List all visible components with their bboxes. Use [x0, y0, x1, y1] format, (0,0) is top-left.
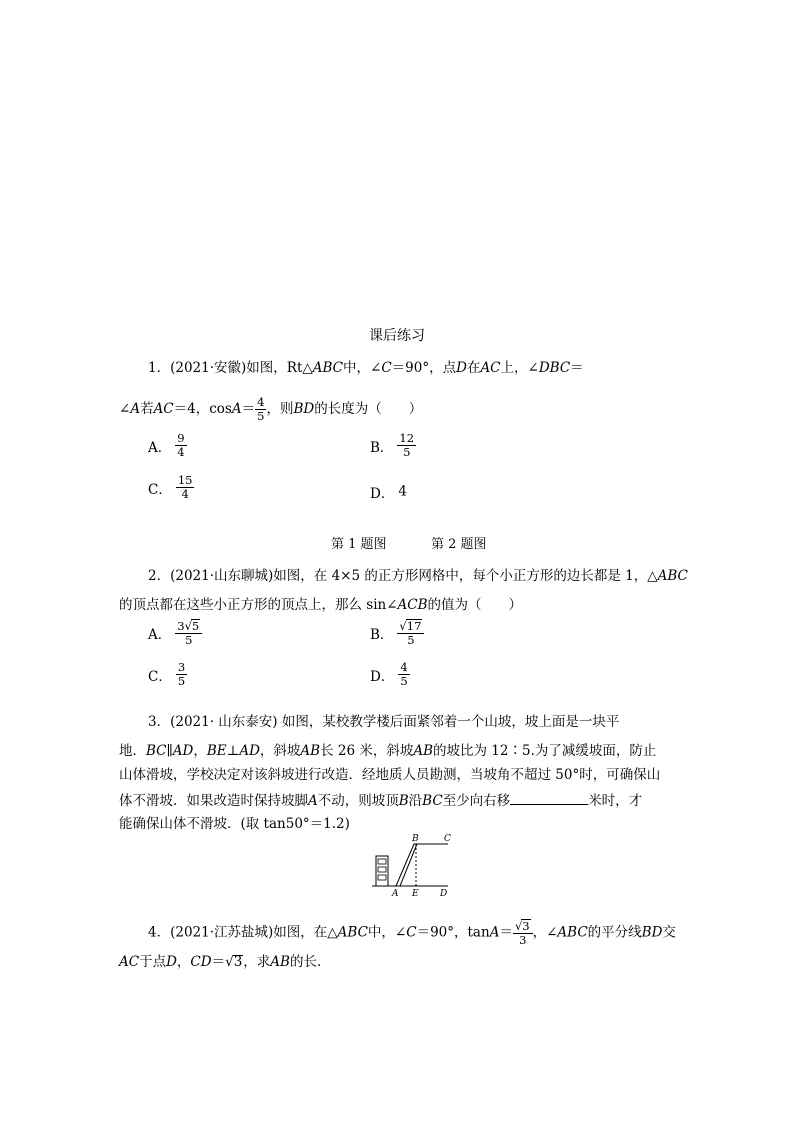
fraction-denominator: 4	[181, 487, 189, 501]
coefficient: 3	[177, 619, 185, 633]
var: ABC	[337, 924, 368, 941]
fraction	[398, 661, 409, 688]
text: 在	[466, 360, 481, 376]
q2-option-b[interactable]	[370, 619, 424, 647]
option-label: C．	[148, 481, 172, 498]
text: ＝	[241, 401, 256, 417]
text: ＝90°，tan	[416, 924, 490, 941]
point-label-a: A	[392, 889, 399, 899]
text: 如图，在 4×5 的正方形网格中，每个小正方形的边长都是 1，△	[273, 568, 658, 584]
text: 若	[140, 401, 154, 417]
fraction	[175, 432, 186, 459]
figure-2-caption: 第 2 题图	[431, 537, 487, 552]
var: D	[456, 360, 467, 376]
option-label: A．	[148, 627, 172, 643]
fraction-denominator: 5	[403, 445, 411, 459]
text: ，斜坡	[259, 743, 301, 759]
var: C	[381, 360, 392, 376]
fraction-numerator: 12	[399, 431, 415, 445]
question-3-line-2	[119, 741, 656, 761]
fraction	[255, 396, 266, 423]
point-label-c: C	[444, 834, 451, 844]
text: ，则	[266, 401, 294, 417]
var: BD	[293, 401, 315, 417]
text: 如图，Rt△	[246, 360, 313, 376]
radicand: 3	[233, 954, 243, 970]
text: 中，∠	[367, 924, 407, 941]
q2-option-a[interactable]	[148, 619, 202, 647]
var: ABC	[657, 568, 688, 584]
section-title: 课后练习	[369, 328, 425, 344]
fraction-numerator	[397, 619, 424, 634]
building-window	[378, 875, 386, 880]
var: CD	[190, 954, 212, 970]
radicand: 17	[406, 619, 422, 633]
var: A	[489, 924, 500, 941]
text: ，	[176, 954, 191, 970]
question-3-figure	[370, 830, 460, 900]
text: ，求	[243, 954, 271, 970]
question-4-line-1	[148, 919, 676, 947]
text: 沿	[408, 793, 423, 809]
var: AB	[300, 743, 321, 759]
option-label: C．	[148, 668, 172, 685]
text: 的顶点都在这些小正方形的顶点上，那么 sin∠	[119, 597, 398, 613]
slope-line	[396, 844, 414, 886]
building-window	[378, 867, 386, 872]
var: C	[406, 924, 417, 941]
sqrt-sign: √17	[399, 619, 422, 633]
fraction	[513, 919, 533, 947]
fraction	[176, 474, 195, 501]
text: ＝90°，点	[391, 360, 457, 376]
question-source: (2021·江苏盐城)	[170, 924, 274, 941]
text: 的长度为（ ）	[314, 401, 423, 417]
question-2-line-2	[119, 595, 522, 615]
option-label: B．	[370, 439, 394, 456]
point-label-b: B	[412, 834, 419, 844]
var: D	[166, 954, 177, 970]
var: A	[308, 793, 318, 809]
figure-1-caption: 第 1 题图	[331, 537, 387, 552]
option-label: D．	[370, 486, 395, 502]
fraction	[175, 619, 202, 647]
text: 的坡比为 12∶5.为了减缓坡面，防止	[433, 743, 657, 759]
question-3-line-1: 3．(2021· 山东泰安) 如图，某校教学楼后面紧邻着一个山坡，坡上面是一块平	[148, 714, 620, 730]
question-3-line-3: 山体滑坡，学校决定对该斜坡进行改造．经地质人员勘测，当坡角不超过 50°时，可确保山	[119, 767, 661, 783]
option-label: B．	[370, 627, 394, 643]
var: AB	[270, 954, 290, 970]
point-label-e: E	[412, 889, 419, 899]
var: AC	[480, 360, 501, 376]
question-3-line-4	[119, 790, 642, 811]
var: B	[398, 793, 409, 809]
var: ABC	[557, 924, 588, 941]
question-3-line-5: 能确保山体不滑坡．(取 tan50°＝1.2)	[119, 816, 350, 832]
fraction-denominator: 5	[257, 409, 265, 423]
fraction-denominator: 5	[177, 674, 186, 688]
text: ，	[193, 743, 207, 759]
var: AC	[119, 954, 140, 970]
text: ∠	[119, 401, 131, 417]
q1-option-d[interactable]	[370, 482, 407, 502]
var: AD	[172, 743, 194, 759]
question-2-line-1	[148, 566, 688, 586]
text: 地．	[119, 743, 146, 759]
fraction-numerator: 9	[177, 431, 185, 445]
q1-option-b[interactable]	[370, 432, 416, 459]
answer-blank[interactable]	[510, 790, 588, 805]
fraction	[397, 432, 416, 459]
q2-option-d[interactable]	[370, 661, 410, 688]
fraction-numerator: 4	[257, 395, 265, 409]
text: ＝4，cos	[173, 401, 232, 417]
text: ，∠	[532, 924, 558, 941]
var: BD	[641, 924, 663, 941]
fraction-numerator: 3	[177, 660, 186, 674]
text: 不动，则坡顶	[317, 793, 399, 809]
point-label-d: D	[440, 889, 448, 899]
var: ABC	[312, 360, 344, 376]
text: 体不滑坡．如果改造时保持坡脚	[119, 793, 308, 809]
text: 的平分线	[587, 924, 642, 941]
fraction-denominator: 4	[177, 445, 185, 459]
text: 的长．	[289, 954, 331, 970]
radicand: 3	[522, 919, 530, 933]
option-label: A．	[148, 439, 172, 456]
fraction	[176, 661, 187, 688]
radicand: 5	[191, 619, 200, 633]
fraction-numerator	[175, 619, 202, 634]
fraction-denominator: 5	[400, 674, 408, 688]
sqrt-sign: √3	[225, 954, 243, 970]
text: 交	[662, 924, 676, 941]
fraction-numerator: 15	[177, 473, 193, 487]
building-window	[378, 859, 386, 864]
fraction-numerator: 4	[400, 660, 408, 674]
fraction-denominator: 3	[519, 933, 527, 947]
sqrt-sign: √3	[514, 919, 530, 933]
slope-line	[400, 844, 417, 886]
text: 中，∠	[343, 360, 382, 376]
fraction	[397, 619, 424, 647]
text: ＝	[570, 360, 584, 376]
text: ∥	[166, 743, 173, 759]
var: BE	[206, 743, 227, 759]
text: 于点	[139, 954, 167, 970]
fraction-denominator: 5	[185, 633, 193, 647]
question-1-line-2	[119, 396, 422, 423]
option-value: 4	[398, 483, 407, 500]
var: BC	[422, 793, 443, 809]
text: 如图，在△	[273, 924, 338, 941]
text: ＝	[211, 954, 226, 970]
q1-option-c[interactable]	[148, 474, 194, 501]
question-number: 4．	[148, 924, 171, 941]
text: ＝	[499, 924, 513, 941]
var: A	[231, 401, 242, 417]
text: 长 26 米，斜坡	[320, 743, 414, 759]
question-1-line-1	[148, 358, 584, 378]
text: 上，∠	[500, 360, 539, 376]
var: AB	[413, 743, 434, 759]
fraction-denominator: 5	[407, 633, 415, 647]
var: ACB	[397, 597, 428, 613]
var: BC	[146, 743, 167, 759]
question-source: (2021·山东聊城)	[170, 568, 274, 584]
fraction-numerator	[513, 919, 533, 934]
q2-option-c[interactable]	[148, 661, 187, 688]
text: 至少向右移	[442, 793, 511, 809]
q1-option-a[interactable]	[148, 432, 187, 459]
text: ⊥	[226, 743, 240, 759]
text: 的值为（ ）	[427, 597, 523, 613]
var: AC	[153, 401, 174, 417]
sqrt-sign: √5	[184, 619, 200, 633]
var: AD	[239, 743, 260, 759]
question-4-line-2	[119, 952, 330, 972]
option-label: D．	[370, 668, 395, 685]
text: 米时，才	[588, 793, 643, 809]
question-source: (2021·安徽)	[170, 360, 247, 376]
question-number: 2．	[148, 568, 171, 584]
var: DBC	[538, 360, 571, 376]
var: A	[130, 401, 141, 417]
question-number: 1．	[148, 360, 171, 376]
